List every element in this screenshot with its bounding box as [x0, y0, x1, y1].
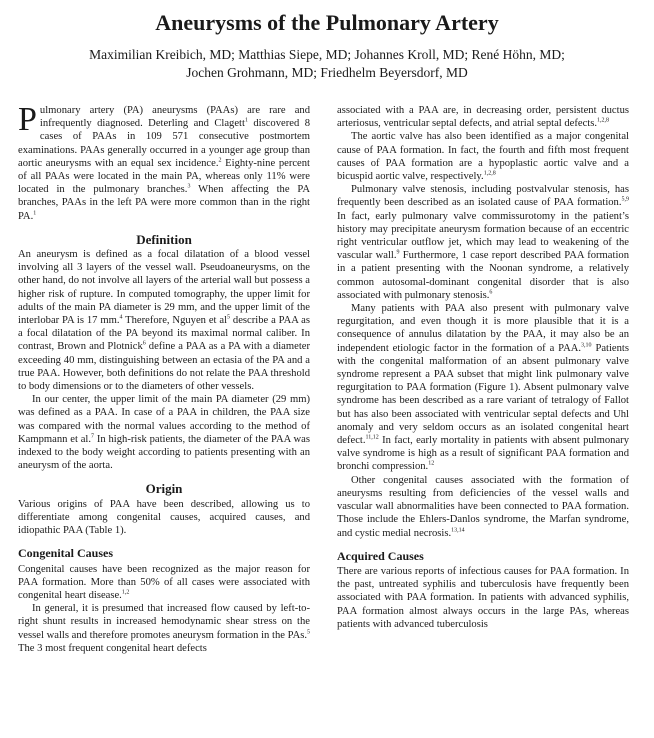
- definition-paragraph-2: In our center, the upper limit of the main PA diameter (29 mm) was defined as a PAA. In case of a PAA in children, the PAA size was compared with the normal values according to the method of Kampmann et al.$^7$ In high-risk patients, the diameter of the PAA was indexed to the body weight according to patients presenting with an aneurysm of the aorta.: [18, 394, 310, 472]
- citation: 1,2,8: [597, 117, 610, 124]
- right-column: [337, 104, 629, 631]
- citation: 1,2: [121, 589, 130, 596]
- author-line-2: Jochen Grohmann, MD; Friedhelm Beyersdorf, MD: [186, 65, 468, 80]
- citation: 9: [396, 249, 400, 256]
- congenital-paragraph-2: In general, it is presumed that increased flow caused by left-to-right shunt results in increased hemodynamic shear stress on the vessel walls and therefore promotes aneurysm formation in the PAs.$^5$ The 3 most frequent congenital heart defects: [18, 603, 310, 654]
- citation: 3: [187, 183, 191, 190]
- citation: 12: [428, 460, 435, 467]
- intro-paragraph: Pulmonary artery (PA) aneurysms (PAAs) are rare and infrequently diagnosed. Deterling and Clagett$^1$ discovered 8 cases of PAAs in 109 571 consecutive postmortem examinations. PAAs generally occurred in a younger age group than aortic aneurysms with an equal sex incidence.$^2$ Eighty-nine percent of all PAAs were located in the main PA, whereas only 11% were located in the pulmonary branches.$^3$ When affecting the PA branches, PAAs in the left PA were more common than in the right PA.$^1$: [18, 101, 310, 222]
- citation: 11,12: [365, 434, 379, 441]
- right-paragraph-2: The aortic valve has also been identified as a major congenital cause of PAA formation. In fact, the fourth and fifth most frequent causes of PAA formation are a hypoplastic aortic valve and a bicuspid aortic valve, respectively.$^{1,2,8}$: [337, 131, 629, 183]
- origin-heading: Origin: [145, 481, 183, 497]
- definition-heading: Definition: [136, 231, 192, 247]
- congenital-causes-heading: Congenital Causes: [18, 546, 114, 561]
- congenital-paragraph-1: Congenital causes have been recognized as the major reason for PAA formation. More than 50% of all cases were associated with congenital heart disease.$^{1,2}$: [18, 563, 310, 601]
- citation: 2: [218, 157, 222, 164]
- citation: 6: [142, 340, 146, 347]
- citation: 7: [91, 433, 95, 440]
- acquired-causes-heading: Acquired Causes: [337, 548, 424, 563]
- citation: 1: [33, 210, 37, 217]
- author-line-1: Maximilian Kreibich, MD; Matthias Siepe, MD; Johannes Kroll, MD; René Höhn, MD;: [89, 47, 565, 62]
- citation: 1,2,8: [483, 170, 496, 177]
- right-paragraph-1: associated with a PAA are, in decreasing order, persistent ductus arteriosus, ventricular septal defects, and atrial septal defects.$^{1,2,8}$: [337, 105, 629, 130]
- right-paragraph-5: Other congenital causes associated with the formation of aneurysms resulting from deficiencies of the vessel walls and vascular wall abnormalities have been connected to PAA formation. Those include the Ehlers-Danlos syndrome, the Marfan syndrome, and cystic medial necrosis.$^{13,14}$: [337, 474, 629, 539]
- citation: 4: [119, 314, 123, 321]
- citation: 1: [244, 117, 248, 124]
- citation: 6: [489, 289, 493, 296]
- article-title: Aneurysms of the Pulmonary Artery: [155, 10, 499, 35]
- citation: 5,9: [621, 196, 629, 203]
- citation: 3,10: [581, 342, 592, 349]
- drop-cap: P: [18, 101, 37, 138]
- left-column: [18, 101, 310, 655]
- definition-paragraph-1: An aneurysm is defined as a focal dilatation of a blood vessel involving all 3 layers of the vessel wall. Pseudoaneurysms, on the other hand, do not involve all layers of the arterial wall but possess a higher risk of rupture. In computed tomography, the upper limit for adults of the main PA diameter is 29 mm, and the upper limit of the interlobar PA is 17 mm.$^4$ Therefore, Nguyen et $al^5$ describe a PAA as a focal dilatation of the PA beyond its maximal normal caliber. In contrast, Brown and Plotnick$^6$ define a PAA as a PA with a diameter exceeding 40 mm, distinguishing between an ectasia of the PA and a true PAA. However, both definitions do not relate the PAA threshold to body dimensions or to the diameters of other vessels.: [18, 249, 310, 393]
- acquired-paragraph: There are various reports of infectious causes for PAA formation. In the past, untreated syphilis and tuberculosis have frequently been associated with PAA formation. In patients with advanced syphilis, PAA formation almost always occurs in the large PAs, whereas patients with advanced tuberculosis: [337, 565, 629, 630]
- origin-paragraph: Various origins of PAA have been described, allowing us to differentiate among congenital causes, acquired causes, and idiopathic PAA (Table 1).: [18, 498, 310, 537]
- citation: 5: [307, 628, 310, 635]
- citation: 13,14: [451, 526, 465, 533]
- right-paragraph-4: Many patients with PAA also present with pulmonary valve regurgitation, and even though it is more plausible that it is a consequence of annulus dilatation by the PAA, it may also be an independent etiologic factor in the formation of a PAA.$^{3,10}$ Patients with the congenital malformation of an absent pulmonary valve syndrome represent a PAA subset that might link pulmonary valve regurgitation to PAA formation (Figure 1). Absent pulmonary valve syndrome has been described as a rare variant of tetralogy of Fallot but has also been associated with ventricular septal defects and Uhl anomaly and very seldom occurs as an isolated congenital heart defect.$^{11,12}$ In fact, early mortality in patients with absent pulmonary valve syndrome is high as a result of significant PAA formation and bronchi compression.$^{12}$: [337, 303, 629, 473]
- citation: 5: [227, 314, 231, 321]
- author-list: [30, 46, 624, 82]
- right-paragraph-3: Pulmonary valve stenosis, including postvalvular stenosis, has frequently been described as an isolated cause of PAA formation.$^{5,9}$ In fact, early pulmonary valve commissurotomy in the patient’s history may precipitate aneurysm formation because of an eccentric right ventricular outflow jet, which may lead to weakening of the vascular wall.$^9$ Furthermore, 1 case report described PAA formation in a patient presenting with the Noonan syndrome, a relatively common autosomal-dominant congenital disorder that is also associated with pulmonary stenosis.$^6$: [337, 184, 629, 301]
